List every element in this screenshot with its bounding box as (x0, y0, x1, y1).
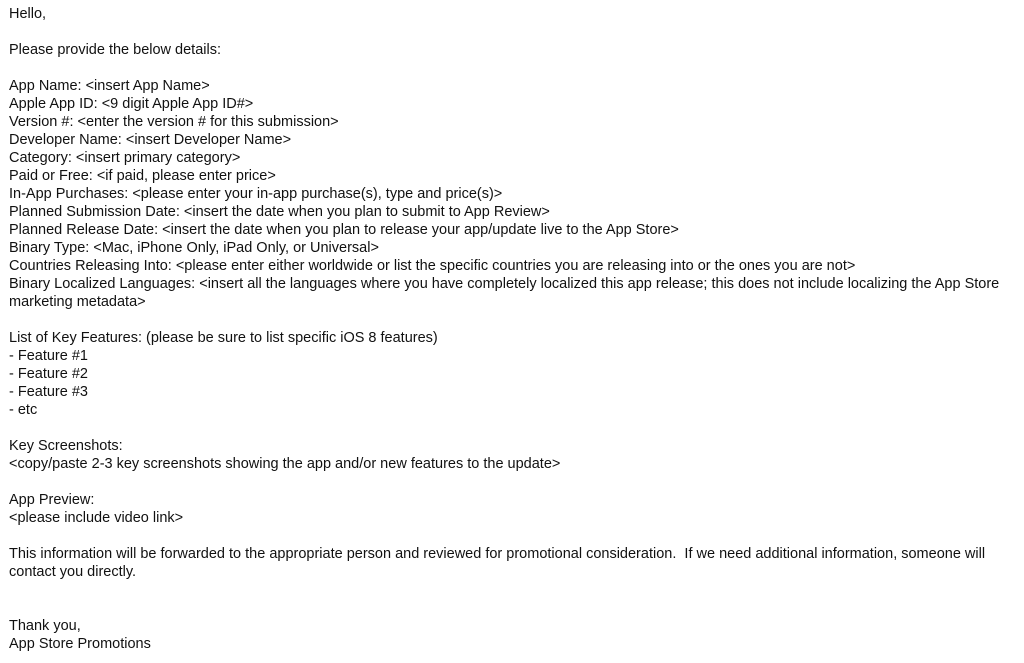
key-features-section (9, 329, 1016, 419)
spacer (9, 581, 1016, 617)
detail-planned-release-date: Planned Release Date: <insert the date when you plan to release your app/update live to the App Store> (9, 222, 679, 238)
spacer (9, 311, 1016, 329)
feature-item: - Feature #3 (9, 384, 88, 400)
detail-apple-app-id: Apple App ID: <9 digit Apple App ID#> (9, 96, 254, 112)
detail-app-name: App Name: <insert App Name> (9, 78, 210, 94)
detail-category: Category: <insert primary category> (9, 150, 241, 166)
feature-item: - etc (9, 402, 38, 418)
detail-in-app-purchases: In-App Purchases: <please enter your in-app purchase(s), type and price(s)> (9, 186, 503, 202)
detail-binary-localized-languages: Binary Localized Languages: <insert all the languages where you have completely localized this app release; this does not include localizing the App Store marketing metadata> (9, 276, 1000, 310)
spacer (9, 419, 1016, 437)
detail-binary-type: Binary Type: <Mac, iPhone Only, iPad Only, or Universal> (9, 240, 379, 256)
key-features-heading: List of Key Features: (please be sure to list specific iOS 8 features) (9, 330, 438, 346)
signature: App Store Promotions (9, 636, 151, 652)
details-list (9, 77, 1016, 311)
closing-note: This information will be forwarded to the appropriate person and reviewed for promotional consideration. If we need additional information, someone will contact you directly. (9, 546, 990, 580)
key-screenshots-text: <copy/paste 2-3 key screenshots showing the app and/or new features to the update> (9, 456, 561, 472)
spacer (9, 59, 1016, 77)
detail-developer-name: Developer Name: <insert Developer Name> (9, 132, 292, 148)
spacer (9, 473, 1016, 491)
greeting: Hello, (9, 6, 47, 22)
app-preview-heading: App Preview: (9, 492, 95, 508)
key-screenshots-heading: Key Screenshots: (9, 438, 123, 454)
detail-version: Version #: <enter the version # for this submission> (9, 114, 339, 130)
detail-planned-submission-date: Planned Submission Date: <insert the date when you plan to submit to App Review> (9, 204, 550, 220)
signoff: Thank you, (9, 618, 81, 634)
detail-countries-releasing-into: Countries Releasing Into: <please enter either worldwide or list the specific countries you are releasing into or the ones you are not> (9, 258, 856, 274)
spacer (9, 23, 1016, 41)
feature-item: - Feature #2 (9, 366, 88, 382)
spacer (9, 527, 1016, 545)
detail-paid-or-free: Paid or Free: <if paid, please enter price> (9, 168, 276, 184)
key-screenshots-section (9, 437, 1016, 473)
intro-text: Please provide the below details: (9, 42, 221, 58)
app-preview-text: <please include video link> (9, 510, 184, 526)
app-preview-section (9, 491, 1016, 527)
feature-item: - Feature #1 (9, 348, 88, 364)
